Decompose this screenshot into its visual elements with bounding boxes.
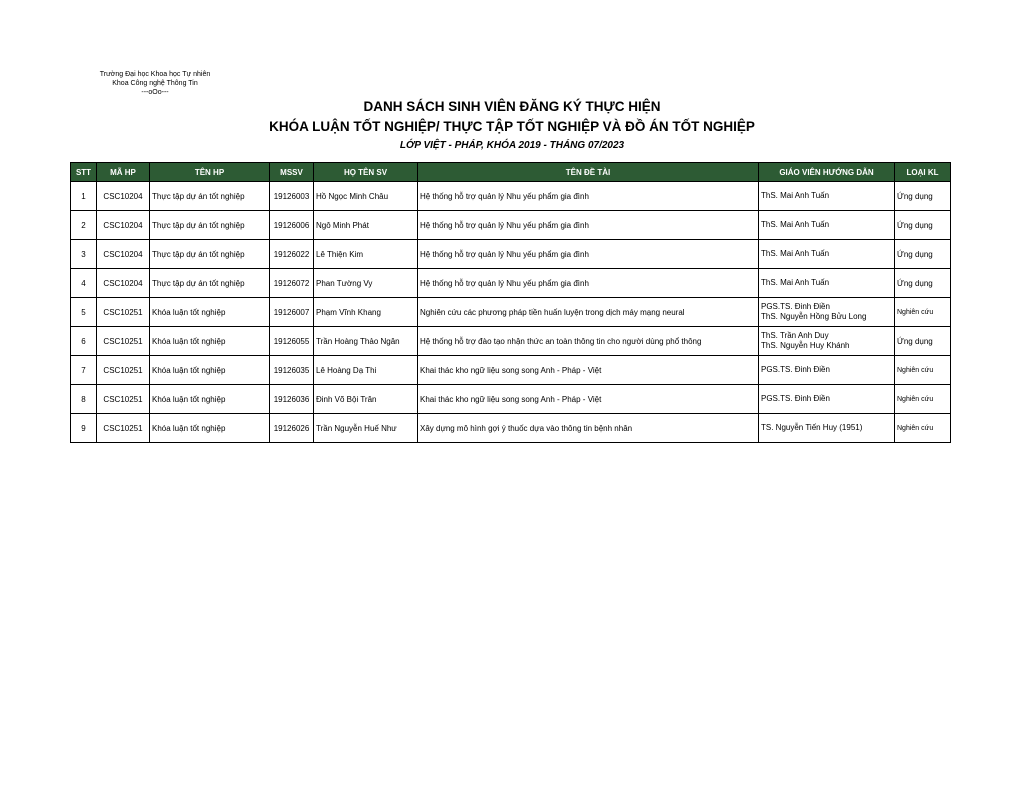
cell-gvhd [759,240,895,269]
cell-ma-hp: CSC10204 [97,182,150,211]
cell-ho-ten: Hồ Ngọc Minh Châu [314,182,418,211]
cell-de-tai: Nghiên cứu các phương pháp tiền huấn luyện trong dịch máy mạng neural [418,298,759,327]
cell-gvhd [759,269,895,298]
cell-ten-hp: Khóa luận tốt nghiệp [150,327,270,356]
cell-ma-hp: CSC10204 [97,240,150,269]
organization-header [90,70,220,97]
table-row [71,298,951,327]
table-row [71,211,951,240]
cell-ten-hp: Khóa luận tốt nghiệp [150,356,270,385]
cell-loai-kl: Ứng dụng [895,240,951,269]
cell-de-tai: Hệ thống hỗ trợ quản lý Nhu yếu phẩm gia đình [418,211,759,240]
advisor-name: ThS. Nguyễn Huy Khánh [761,341,850,350]
table-header-row [71,163,951,182]
cell-ma-hp: CSC10251 [97,414,150,443]
table-row [71,269,951,298]
cell-gvhd [759,182,895,211]
cell-loai-kl: Nghiên cứu [895,356,951,385]
cell-ten-hp: Thực tập dự án tốt nghiệp [150,240,270,269]
cell-stt: 1 [71,182,97,211]
cell-ma-hp: CSC10251 [97,327,150,356]
cell-mssv: 19126026 [270,414,314,443]
cell-ma-hp: CSC10251 [97,385,150,414]
cell-ho-ten: Trần Nguyễn Huế Như [314,414,418,443]
cell-mssv: 19126055 [270,327,314,356]
cell-gvhd [759,327,895,356]
advisor-name: ThS. Mai Anh Tuấn [761,220,830,229]
cell-ma-hp: CSC10204 [97,269,150,298]
cell-loai-kl: Nghiên cứu [895,298,951,327]
advisor-name: ThS. Mai Anh Tuấn [761,249,830,258]
cell-loai-kl: Ứng dụng [895,269,951,298]
table-row [71,356,951,385]
cell-loai-kl: Nghiên cứu [895,414,951,443]
cell-mssv: 19126007 [270,298,314,327]
cell-de-tai: Khai thác kho ngữ liệu song song Anh - Pháp - Việt [418,356,759,385]
cell-mssv: 19126035 [270,356,314,385]
org-separator: ---oOo--- [141,89,169,96]
advisor-name: PGS.TS. Đinh Điền [761,302,830,311]
cell-mssv: 19126036 [270,385,314,414]
advisor-name: ThS. Nguyễn Hồng Bửu Long [761,312,867,321]
cell-ho-ten: Trần Hoàng Thảo Ngân [314,327,418,356]
advisor-name: PGS.TS. Đinh Điền [761,365,830,374]
cell-stt: 9 [71,414,97,443]
cell-ho-ten: Lê Thiện Kim [314,240,418,269]
cell-ho-ten: Đinh Võ Bội Trân [314,385,418,414]
cell-ma-hp: CSC10251 [97,356,150,385]
cell-mssv: 19126003 [270,182,314,211]
cell-de-tai: Hệ thống hỗ trợ đào tạo nhận thức an toàn thông tin cho người dùng phổ thông [418,327,759,356]
document-class-info: LỚP VIỆT - PHÁP, KHÓA 2019 - THÁNG 07/2023 [399,140,625,151]
advisor-name: ThS. Trần Anh Duy [761,331,829,340]
advisor-name: ThS. Mai Anh Tuấn [761,191,830,200]
cell-stt: 3 [71,240,97,269]
cell-ho-ten: Ngô Minh Phát [314,211,418,240]
table-row [71,414,951,443]
university-name: Trường Đại học Khoa học Tự nhiên [99,71,211,78]
column-header-loai-kl: LOẠI KL [895,163,951,182]
cell-stt: 2 [71,211,97,240]
cell-mssv: 19126072 [270,269,314,298]
cell-gvhd [759,211,895,240]
document-subtitle: KHÓA LUẬN TỐT NGHIỆP/ THỰC TẬP TỐT NGHIỆP VÀ ĐỒ ÁN TỐT NGHIỆP [269,119,755,134]
cell-de-tai: Hệ thống hỗ trợ quản lý Nhu yếu phẩm gia đình [418,182,759,211]
cell-loai-kl: Nghiên cứu [895,385,951,414]
cell-de-tai: Khai thác kho ngữ liệu song song Anh - Pháp - Việt [418,385,759,414]
faculty-name: Khoa Công nghệ Thông Tin [112,80,198,87]
cell-ten-hp: Khóa luận tốt nghiệp [150,414,270,443]
column-header-gvhd: GIÁO VIÊN HƯỚNG DẪN [759,163,895,182]
advisor-name: TS. Nguyễn Tiến Huy (1951) [761,423,863,432]
cell-ten-hp: Thực tập dự án tốt nghiệp [150,269,270,298]
cell-stt: 8 [71,385,97,414]
cell-de-tai: Hệ thống hỗ trợ quản lý Nhu yếu phẩm gia đình [418,240,759,269]
cell-loai-kl: Ứng dụng [895,211,951,240]
cell-stt: 5 [71,298,97,327]
cell-loai-kl: Ứng dụng [895,327,951,356]
cell-stt: 7 [71,356,97,385]
table-row [71,240,951,269]
column-header-mssv: MSSV [270,163,314,182]
cell-de-tai: Hệ thống hỗ trợ quản lý Nhu yếu phẩm gia đình [418,269,759,298]
cell-mssv: 19126022 [270,240,314,269]
table-row [71,385,951,414]
cell-gvhd [759,356,895,385]
cell-stt: 4 [71,269,97,298]
cell-ho-ten: Phạm Vĩnh Khang [314,298,418,327]
cell-ma-hp: CSC10204 [97,211,150,240]
cell-ten-hp: Thực tập dự án tốt nghiệp [150,211,270,240]
cell-gvhd [759,298,895,327]
cell-ho-ten: Lê Hoàng Dạ Thi [314,356,418,385]
cell-ten-hp: Khóa luận tốt nghiệp [150,385,270,414]
cell-stt: 6 [71,327,97,356]
cell-de-tai: Xây dựng mô hình gợi ý thuốc dựa vào thông tin bệnh nhân [418,414,759,443]
cell-ho-ten: Phan Tường Vy [314,269,418,298]
cell-ma-hp: CSC10251 [97,298,150,327]
advisor-name: ThS. Mai Anh Tuấn [761,278,830,287]
cell-ten-hp: Khóa luận tốt nghiệp [150,298,270,327]
column-header-ma-hp: MÃ HP [97,163,150,182]
cell-ten-hp: Thực tập dự án tốt nghiệp [150,182,270,211]
cell-loai-kl: Ứng dụng [895,182,951,211]
cell-mssv: 19126006 [270,211,314,240]
column-header-ten-hp: TÊN HP [150,163,270,182]
advisor-name: PGS.TS. Đinh Điền [761,394,830,403]
column-header-ho-ten: HỌ TÊN SV [314,163,418,182]
column-header-de-tai: TÊN ĐỀ TÀI [418,163,759,182]
table-row [71,182,951,211]
cell-gvhd [759,414,895,443]
column-header-stt: STT [71,163,97,182]
cell-gvhd [759,385,895,414]
document-title: DANH SÁCH SINH VIÊN ĐĂNG KÝ THỰC HIỆN [363,99,661,114]
table-row [71,327,951,356]
student-registration-table [70,162,951,443]
